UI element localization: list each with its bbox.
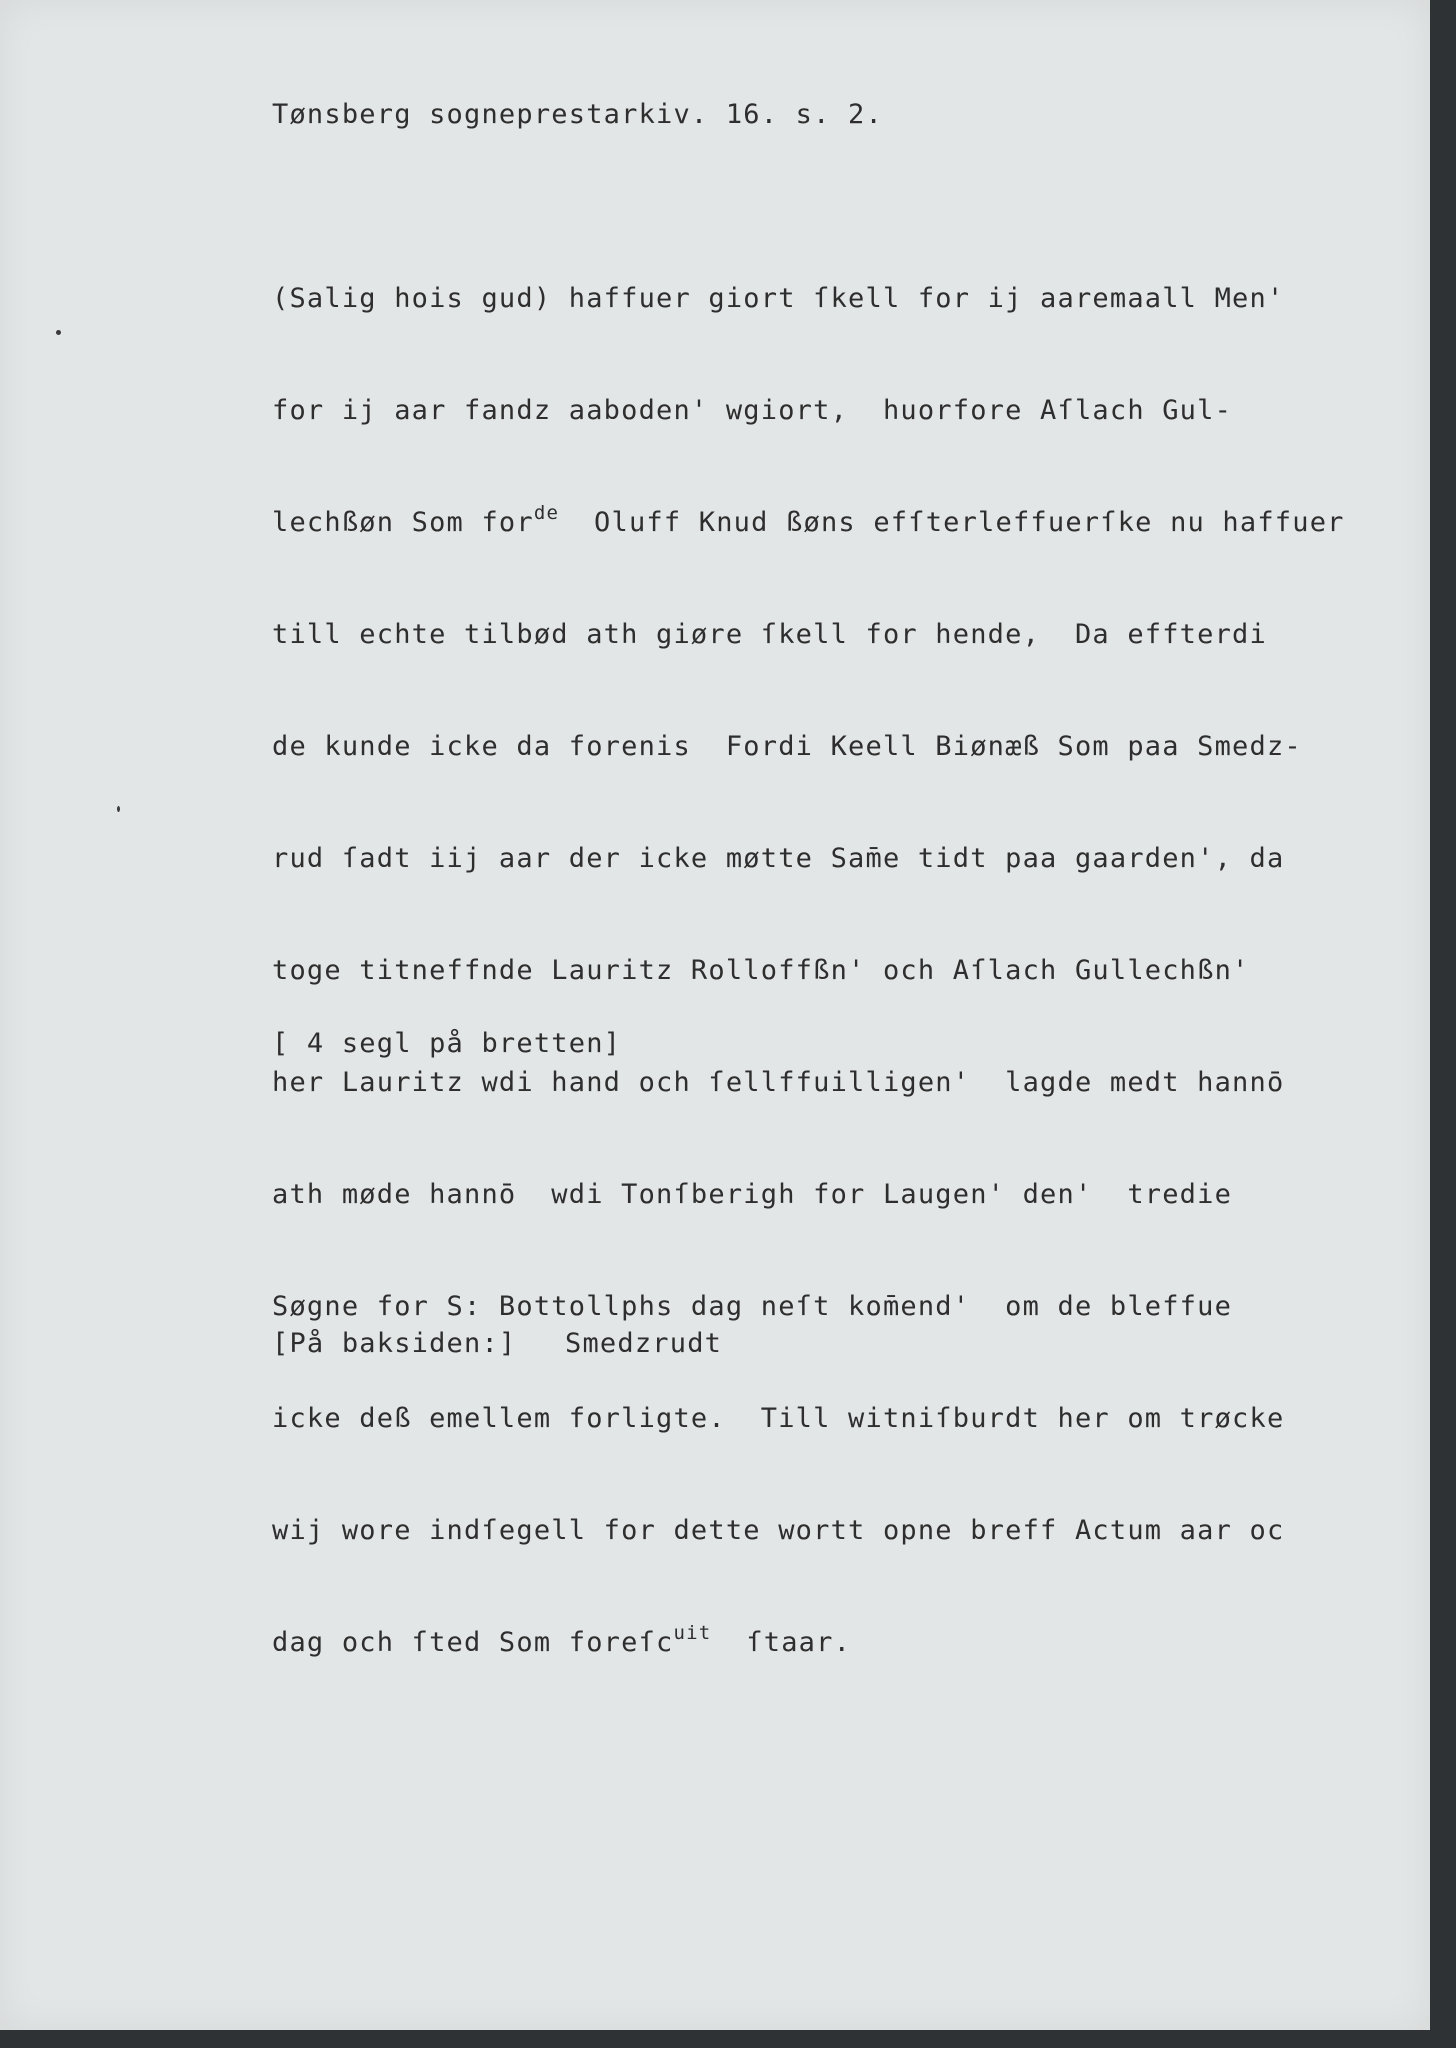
transcription-line: her Lauritz wdi hand och ſellffuilligen' lagde medt hannō	[272, 1067, 1285, 1098]
archive-reference-header	[272, 101, 883, 128]
verso-label: [På baksiden:]	[272, 1328, 517, 1359]
transcription-body	[272, 216, 1345, 1726]
transcription-line: till echte tilbød ath giøre ſkell for hende, Da effterdi	[272, 619, 1267, 650]
transcription-line: for ij aar fandz aaboden' wgiort, huorfore Aſlach Gul-	[272, 395, 1233, 426]
transcription-line: ath møde hannō wdi Tonſberigh for Laugen' den' tredie	[272, 1179, 1233, 1210]
seal-note: [ 4 segl på bretten]	[272, 1028, 622, 1059]
verso-value: Smedzrudt	[565, 1328, 723, 1359]
transcription-line: icke deß emellem forligte. Till witniſburdt her om trøcke	[272, 1403, 1285, 1434]
transcription-line: toge titneffnde Lauritz Rolloffßn' och Aſlach Gullechßn'	[272, 955, 1250, 986]
paper-speck	[56, 330, 61, 335]
transcription-line: Søgne for S: Bottollphs dag neſt kom̄end' om de bleffue	[272, 1291, 1233, 1322]
transcription-line: wij wore indſegell for dette wortt opne breff Actum aar oc	[272, 1515, 1285, 1546]
scan-background-edge	[1430, 0, 1456, 2048]
transcription-line: rud ſadt iij aar der icke møtte Sam̄e tidt paa gaarden', da	[272, 843, 1285, 874]
archive-page-reference: 16. s. 2.	[708, 99, 883, 130]
transcription-line: (Salig hois gud) haffuer giort ſkell for ij aaremaall Men'	[272, 283, 1285, 314]
transcription-line: lechßøn Som for$^{de}$ Oluff Knud ßøns efſterleffuerſke nu haffuer	[272, 502, 1345, 538]
transcription-line: de kunde icke da forenis Fordi Keell Biønæß Som paa Smedz-	[272, 731, 1302, 762]
paper-speck	[117, 806, 120, 812]
scan-background-edge	[0, 2030, 1456, 2048]
transcription-line: dag och ſted Som foreſc$^{uit}$ ſtaar.	[272, 1622, 852, 1658]
superscript-text: uit	[673, 1622, 712, 1644]
superscript-text: de	[533, 502, 560, 524]
archive-name: Tønsberg sogneprestarkiv.	[272, 99, 709, 130]
